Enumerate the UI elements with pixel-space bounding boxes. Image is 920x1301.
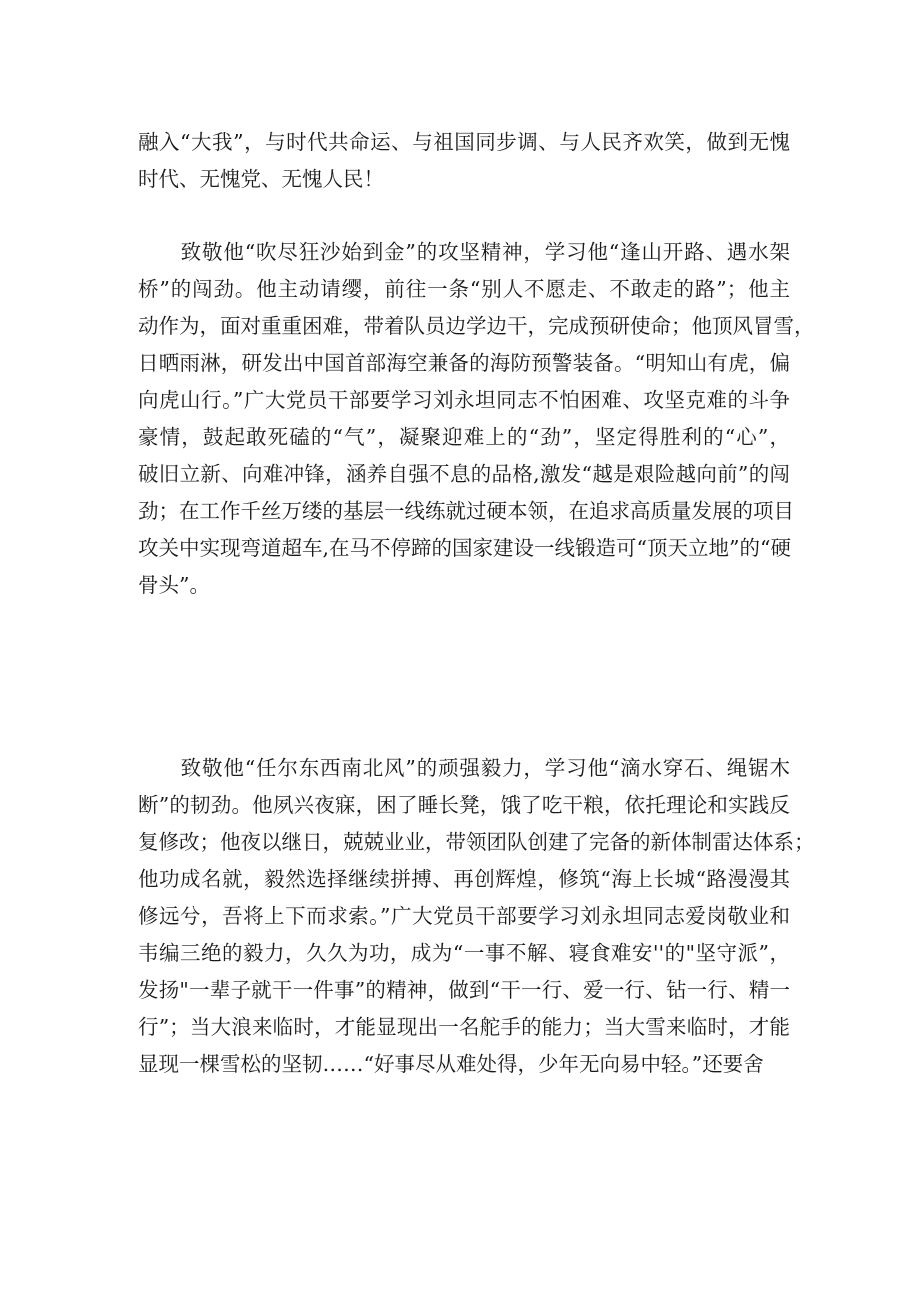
text-line: 致敬他“吹尽狂沙始到金”的攻坚精神，学习他“逢山开路、遇水架	[138, 240, 790, 264]
text-line: 桥”的闯劲。他主动请缨，前往一条“别人不愿走、不敢走的路”；他主	[138, 277, 790, 301]
text-line: 断”的韧劲。他夙兴夜寐，困了睡长凳，饿了吃干粮，依托理论和实践反	[138, 793, 790, 817]
text-line: 修远兮，吾将上下而求索。”广大党员干部要学习刘永坦同志爱岗敬业和	[138, 904, 790, 928]
text-line: 时代、无愧党、无愧人民！	[138, 167, 384, 191]
text-line: 破旧立新、向难冲锋，涵养自强不息的品格,激发“越是艰险越向前”的闯	[138, 462, 790, 486]
text-line: 豪情，鼓起敢死磕的“气”，凝聚迎难上的“劲”，坚定得胜利的“心”，	[138, 425, 790, 449]
paragraph-tackling-spirit	[138, 234, 815, 604]
text-line: 动作为，面对重重困难，带着队员边学边干，完成预研使命；他顶风冒雪，	[138, 314, 815, 338]
text-line: 攻关中实现弯道超车,在马不停蹄的国家建设一线锻造可“顶天立地”的“硬	[138, 536, 791, 560]
text-line: 显现一棵雪松的坚韧……“好事尽从难处得，少年无向易中轻。”还要舍	[138, 1052, 764, 1076]
paragraph-perseverance	[138, 750, 815, 1083]
text-line: 行”；当大浪来临时，才能显现出一名舵手的能力；当大雪来临时，才能	[138, 1015, 790, 1039]
text-line: 劲；在工作千丝万缕的基层一线练就过硬本领，在追求高质量发展的项目	[138, 499, 794, 523]
text-line: 他功成名就，毅然选择继续拼搏、再创辉煌，修筑“海上长城“路漫漫其	[138, 867, 790, 891]
text-line: 融入“大我”，与时代共命运、与祖国同步调、与人民齐欢笑，做到无愧	[138, 130, 790, 154]
text-line: 发扬"一辈子就干一件事”的精神，做到“干一行、爱一行、钻一行、精一	[138, 978, 790, 1002]
text-line: 日晒雨淋，研发出中国首部海空兼备的海防预警装备。“明知山有虎，偏	[138, 351, 790, 375]
text-line: 复修改；他夜以继日，兢兢业业，带领团队创建了完备的新体制雷达体系；	[138, 830, 815, 854]
text-line: 向虎山行。”广大党员干部要学习刘永坦同志不怕困难、攻坚克难的斗争	[138, 388, 790, 412]
text-line: 韦编三绝的毅力，久久为功，成为“一事不解、寝食难安''的"坚守派”，	[138, 941, 790, 965]
paragraph-conclusion	[138, 124, 790, 198]
text-line: 致敬他“任尔东西南北风”的顽强毅力，学习他“滴水穿石、绳锯木	[138, 756, 790, 780]
text-line: 骨头”。	[138, 573, 210, 597]
